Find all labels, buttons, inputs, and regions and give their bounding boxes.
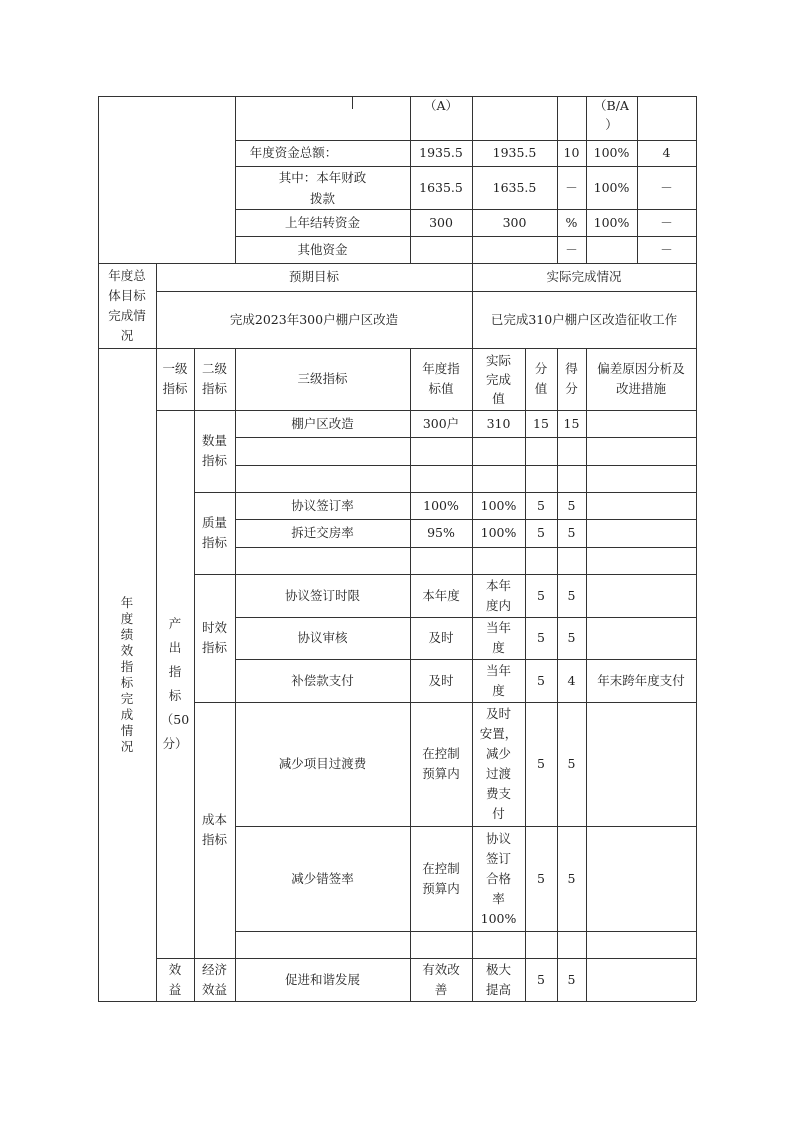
- indicator-score: 5: [567, 587, 576, 603]
- indicator-name: 协议签订率: [291, 497, 354, 513]
- overall-goal-label: 年度总 体目标 完成情 况: [108, 267, 146, 343]
- budget-cell-score: －: [660, 241, 673, 257]
- budget-cell-rate: 100%: [593, 145, 630, 160]
- expected-goal-text: 完成2023年300户棚户区改造: [229, 311, 399, 327]
- indicator-weight: 5: [537, 630, 545, 645]
- indicator-score: 4: [567, 672, 576, 688]
- indicator-target: 300户: [422, 415, 460, 431]
- budget-cell-rate: 100%: [593, 179, 630, 195]
- indicator-actual: 当年 度: [485, 620, 511, 655]
- indicator-weight: 5: [537, 672, 545, 688]
- indicator-name: 协议审核: [297, 630, 348, 645]
- indicator-score: 15: [563, 415, 580, 431]
- indicator-weight: 15: [533, 415, 549, 431]
- actual-completion-text: 已完成310户棚户区改造征收工作: [490, 311, 678, 327]
- budget-cell-rate: 100%: [593, 214, 630, 230]
- budget-cell-weight: %: [565, 214, 578, 230]
- indicator-weight: 5: [537, 525, 545, 540]
- indicator-weight: 5: [537, 587, 545, 603]
- header-level1: 一级 指标: [162, 361, 188, 396]
- header-score: 得 分: [565, 361, 578, 396]
- indicator-score: 5: [567, 525, 576, 540]
- header-reason: 偏差原因分析及 改进措施: [597, 361, 685, 396]
- indicator-target: 及时: [428, 672, 454, 688]
- performance-side-label: 年 度 绩 效 指 标 完 成 情 况: [120, 594, 134, 754]
- group-quantity: 数量 指标: [201, 433, 227, 468]
- actual-completion-header: 实际完成情况: [546, 269, 622, 284]
- indicator-actual: 极大 提高: [485, 961, 511, 997]
- budget-cell-score: －: [660, 179, 673, 195]
- indicator-reason: 年末跨年度支付: [597, 672, 685, 688]
- indicator-weight: 5: [537, 971, 545, 987]
- budget-cell-b: 1635.5: [492, 179, 537, 195]
- budget-cell-b: 1935.5: [492, 145, 537, 160]
- group-economic: 经济 效益: [201, 961, 227, 997]
- indicator-name: 棚户区改造: [291, 415, 354, 431]
- indicator-weight: 5: [537, 756, 545, 771]
- budget-cell-a: 1935.5: [419, 145, 463, 160]
- benefit-indicator-label: 效 益: [168, 961, 182, 997]
- budget-cell-a: 300: [429, 214, 453, 230]
- indicator-target: 及时: [428, 630, 454, 645]
- indicator-name: 协议签订时限: [284, 587, 360, 603]
- indicator-actual: 本年 度内: [485, 577, 511, 613]
- indicator-name: 减少项目过渡费: [278, 756, 367, 771]
- indicator-actual: 100%: [480, 525, 517, 540]
- budget-row-label: 其中：本年财政 拨款: [278, 169, 367, 206]
- indicator-name: 促进和谐发展: [284, 971, 360, 987]
- budget-row-label: 其他资金: [297, 241, 348, 257]
- header-actual: 实际 完成 值: [485, 352, 511, 406]
- indicator-actual: 100%: [480, 497, 517, 513]
- group-quality: 质量 指标: [201, 515, 227, 550]
- budget-cell-score: 4: [662, 145, 671, 160]
- budget-cell-a: 1635.5: [419, 179, 463, 195]
- indicator-target: 有效改 善: [422, 961, 460, 997]
- indicator-score: 5: [567, 756, 576, 771]
- indicator-weight: 5: [537, 870, 545, 886]
- indicator-target: 本年度: [422, 587, 460, 603]
- output-indicator-label: 产 出 指 标 （50 分）: [160, 616, 190, 751]
- budget-cell-score: －: [660, 214, 673, 230]
- indicator-actual: 协议 签订 合格 率 100%: [480, 830, 517, 926]
- indicator-target: 95%: [427, 525, 455, 540]
- budget-cell-weight: －: [565, 241, 578, 257]
- indicator-name: 拆迁交房率: [291, 525, 354, 540]
- indicator-score: 5: [567, 870, 576, 886]
- group-cost: 成本 指标: [201, 812, 227, 847]
- indicator-target: 在控制 预算内: [422, 746, 460, 781]
- indicator-weight: 5: [537, 497, 545, 513]
- budget-row-label: 年度资金总额：: [249, 145, 338, 160]
- expected-goal-header: 预期目标: [288, 269, 339, 284]
- group-timeliness: 时效 指标: [201, 620, 227, 655]
- indicator-name: 补偿款支付: [291, 672, 354, 688]
- indicator-actual: 310: [486, 415, 511, 431]
- indicator-score: 5: [567, 630, 576, 645]
- budget-cell-weight: －: [565, 179, 578, 195]
- indicator-target: 在控制 预算内: [422, 860, 460, 896]
- indicator-actual: 及时 安置， 减少 过渡 费支 付: [479, 706, 518, 821]
- indicator-score: 5: [567, 971, 576, 987]
- column-header-a: （A）: [423, 98, 459, 113]
- indicator-name: 减少错签率: [291, 870, 354, 886]
- indicator-score: 5: [567, 497, 576, 513]
- header-weight: 分 值: [534, 361, 548, 396]
- header-level3: 三级指标: [297, 371, 348, 386]
- budget-cell-weight: 10: [563, 145, 580, 160]
- header-target: 年度指 标值: [422, 361, 460, 396]
- column-header-ba: （B/A ）: [594, 98, 629, 132]
- header-level2: 二级 指标: [201, 361, 227, 396]
- budget-row-label: 上年结转资金: [284, 214, 360, 230]
- indicator-target: 100%: [423, 497, 459, 513]
- budget-cell-b: 300: [502, 214, 527, 230]
- indicator-actual: 当年 度: [485, 662, 511, 698]
